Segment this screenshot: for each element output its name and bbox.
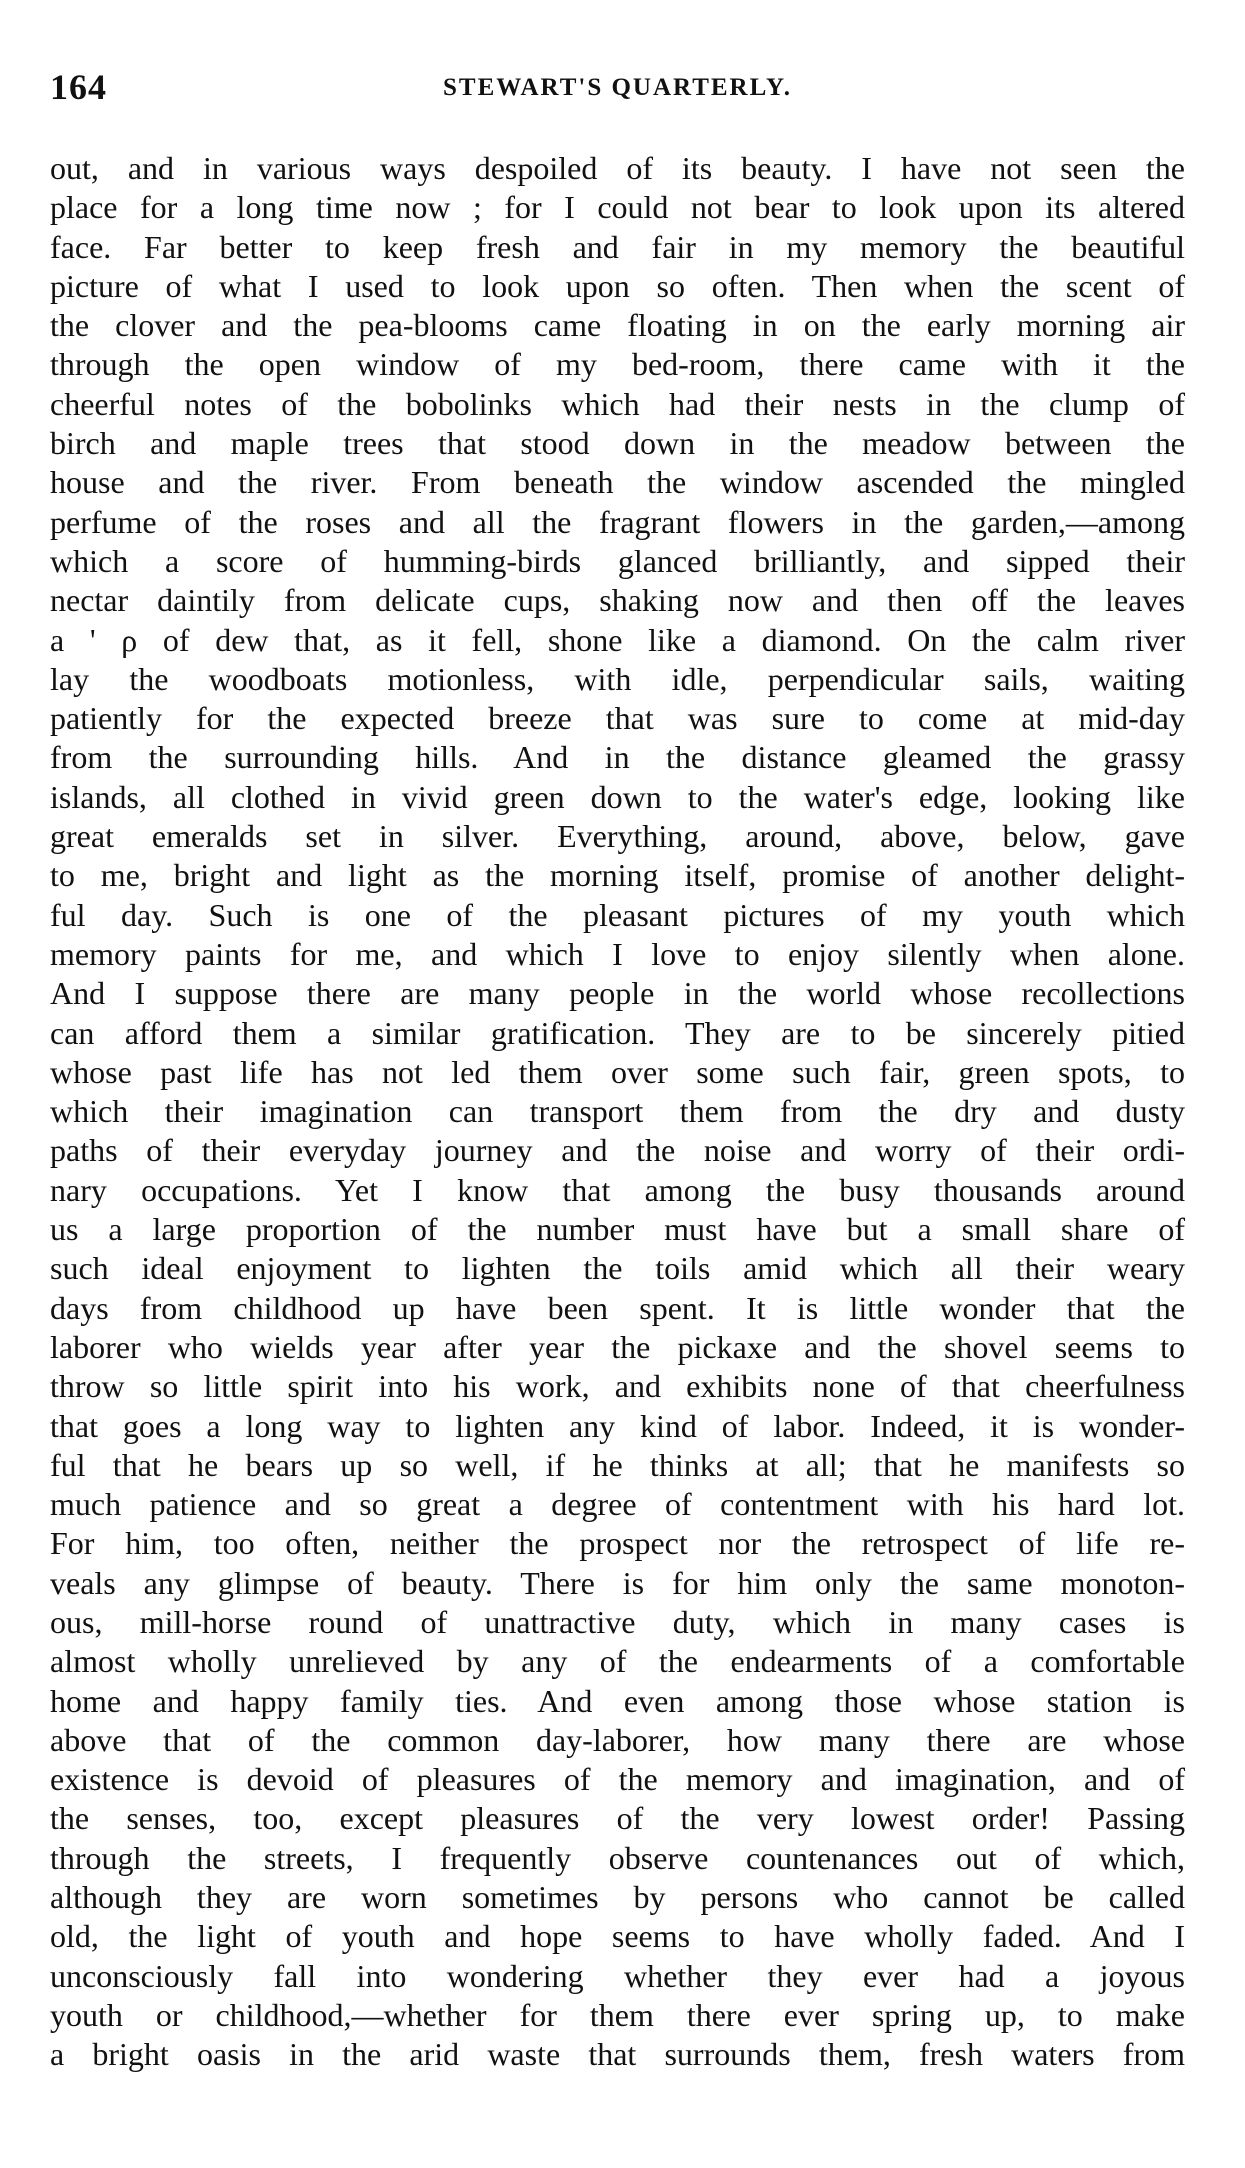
text-line: from the surrounding hills. And in the distance gleamed the grassy: [50, 739, 1185, 776]
text-line: whose past life has not led them over some such fair, green spots, to: [50, 1053, 1185, 1090]
text-line: the clover and the pea-blooms came floating in on the early morning air: [50, 307, 1185, 344]
text-line: almost wholly unrelieved by any of the endearments of a comfortable: [50, 1643, 1185, 1680]
text-line: unconsciously fall into wondering whether they ever had a joyous: [50, 1957, 1185, 1994]
text-line: nary occupations. Yet I know that among the busy thousands around: [50, 1171, 1185, 1208]
text-line: to me, bright and light as the morning itself, promise of another delight-: [50, 857, 1185, 894]
text-line: place for a long time now ; for I could not bear to look upon its altered: [50, 189, 1185, 226]
text-line: And I suppose there are many people in the world whose recollections: [50, 975, 1185, 1012]
running-head: STEWART'S QUARTERLY.: [442, 74, 792, 101]
page-number: 164: [50, 67, 107, 107]
text-line: which their imagination can transport them from the dry and dusty: [50, 1093, 1185, 1130]
text-line: patiently for the expected breeze that was sure to come at mid-day: [50, 700, 1185, 737]
text-line: birch and maple trees that stood down in the meadow between the: [50, 425, 1185, 462]
text-line: through the streets, I frequently observe countenances out of which,: [50, 1839, 1185, 1876]
text-line: memory paints for me, and which I love to enjoy silently when alone.: [50, 935, 1185, 972]
text-line: laborer who wields year after year the pickaxe and the shovel seems to: [50, 1328, 1185, 1365]
text-line: islands, all clothed in vivid green down to the water's edge, looking like: [50, 778, 1185, 815]
text-line: above that of the common day-laborer, how many there are whose: [50, 1721, 1185, 1758]
text-line: house and the river. From beneath the window ascended the mingled: [50, 464, 1185, 501]
text-line: out, and in various ways despoiled of its beauty. I have not seen the: [50, 150, 1185, 186]
body-text: [50, 149, 1185, 2075]
text-line: the senses, too, except pleasures of the very lowest order! Passing: [50, 1800, 1185, 1837]
text-line: old, the light of youth and hope seems to have wholly faded. And I: [50, 1918, 1185, 1955]
text-line: existence is devoid of pleasures of the memory and imagination, and of: [50, 1761, 1185, 1798]
text-line: that goes a long way to lighten any kind of labor. Indeed, it is wonder-: [50, 1407, 1185, 1444]
text-line: ful day. Such is one of the pleasant pictures of my youth which: [50, 896, 1185, 933]
text-line: cheerful notes of the bobolinks which had their nests in the clump of: [50, 385, 1185, 422]
text-line: which a score of humming-birds glanced brilliantly, and sipped their: [50, 542, 1185, 579]
text-line: For him, too often, neither the prospect nor the retrospect of life re-: [50, 1525, 1185, 1562]
text-line: ful that he bears up so well, if he thinks at all; that he manifests so: [50, 1446, 1185, 1483]
text-line: such ideal enjoyment to lighten the toils amid which all their weary: [50, 1250, 1185, 1287]
text-line: us a large proportion of the number must have but a small share of: [50, 1211, 1185, 1248]
text-line: although they are worn sometimes by persons who cannot be called: [50, 1879, 1185, 1916]
text-line: days from childhood up have been spent. It is little wonder that the: [50, 1289, 1185, 1326]
text-line: throw so little spirit into his work, and exhibits none of that cheerfulness: [50, 1368, 1185, 1405]
text-line: youth or childhood,—whether for them there ever spring up, to make: [50, 1996, 1185, 2033]
text-line: home and happy family ties. And even among those whose station is: [50, 1682, 1185, 1719]
text-line: lay the woodboats motionless, with idle, perpendicular sails, waiting: [50, 660, 1185, 697]
text-line: a bright oasis in the arid waste that surrounds them, fresh waters from: [50, 2036, 1185, 2073]
text-line: through the open window of my bed-room, there came with it the: [50, 346, 1185, 383]
text-line: much patience and so great a degree of contentment with his hard lot.: [50, 1486, 1185, 1523]
text-line: nectar daintily from delicate cups, shaking now and then off the leaves: [50, 582, 1185, 619]
text-line: paths of their everyday journey and the noise and worry of their ordi-: [50, 1132, 1185, 1169]
text-line: great emeralds set in silver. Everything, around, above, below, gave: [50, 818, 1185, 855]
text-line: veals any glimpse of beauty. There is for him only the same monoton-: [50, 1564, 1185, 1601]
text-line: face. Far better to keep fresh and fair in my memory the beautiful: [50, 228, 1185, 265]
page-header: [50, 66, 1185, 122]
text-line: picture of what I used to look upon so often. Then when the scent of: [50, 267, 1185, 304]
text-line: can afford them a similar gratification. They are to be sincerely pitied: [50, 1014, 1185, 1051]
text-line: a ' ρ of dew that, as it fell, shone like a diamond. On the calm river: [50, 621, 1185, 658]
text-line: ous, mill-horse round of unattractive duty, which in many cases is: [50, 1603, 1185, 1640]
text-line: perfume of the roses and all the fragrant flowers in the garden,—among: [50, 503, 1185, 540]
